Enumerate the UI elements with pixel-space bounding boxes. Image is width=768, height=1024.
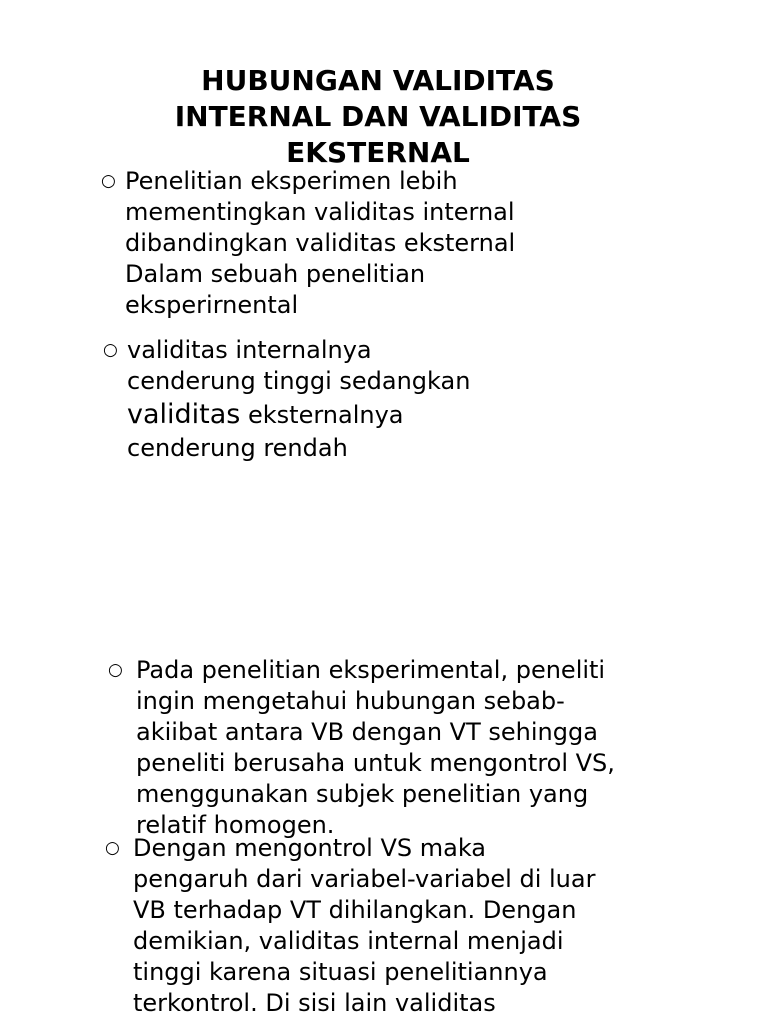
- bullet-4-line-4: demikian, validitas internal menjadi: [133, 927, 564, 955]
- bullet-3-line-4: peneliti berusaha untuk mengontrol VS,: [136, 749, 615, 777]
- title-line-2: INTERNAL DAN VALIDITAS: [174, 100, 582, 133]
- bullet-2-line-3: [127, 397, 470, 433]
- bullet-3-line-5: menggunakan subjek penelitian yang: [136, 780, 589, 808]
- bullet-3-line-2: ingin mengetahui hubungan sebab-: [136, 687, 565, 715]
- bullet-circle-icon: ○: [101, 171, 116, 191]
- bullet-4-line-2: pengaruh dari variabel-variabel di luar: [133, 865, 596, 893]
- bullet-circle-icon: ○: [108, 660, 123, 680]
- bullet-4-line-3: VB terhadap VT dihilangkan. Dengan: [133, 896, 577, 924]
- bullet-item-1: [101, 166, 516, 321]
- bullet-1-line-2: mementingkan validitas internal: [125, 198, 515, 226]
- bullet-3-line-3: akiibat antara VB dengan VT sehingga: [136, 718, 598, 746]
- page-title: [0, 63, 756, 171]
- bullet-1-line-1: Penelitian eksperimen lebih: [125, 167, 458, 195]
- bullet-2-line-4: cenderung rendah: [127, 434, 348, 462]
- bullet-circle-icon: ○: [105, 838, 120, 858]
- bullet-4-line-1: Dengan mengontrol VS maka: [133, 834, 487, 862]
- emphasis-word: validitas: [127, 399, 241, 430]
- bullet-2-line-2: cenderung tinggi sedangkan: [127, 367, 471, 395]
- bullet-4-line-5: tinggi karena situasi penelitiannya: [133, 958, 548, 986]
- bullet-item-2: [103, 335, 471, 464]
- bullet-2-line-1: validitas internalnya: [127, 336, 372, 364]
- bullet-3-line-6: relatif homogen.: [136, 811, 335, 839]
- bullet-3-line-1: Pada penelitian eksperimental, peneliti: [136, 656, 606, 684]
- bullet-circle-icon: ○: [103, 340, 118, 360]
- title-line-1: HUBUNGAN VALIDITAS: [201, 64, 555, 97]
- bullet-item-4: [105, 833, 596, 1019]
- bullet-1-line-5: eksperirnental: [125, 291, 299, 319]
- bullet-2-line-3-rest: eksternalnya: [240, 401, 404, 429]
- bullet-item-3: [108, 655, 615, 841]
- bullet-1-line-3: dibandingkan validitas eksternal: [125, 229, 516, 257]
- bullet-1-line-4: Dalam sebuah penelitian: [125, 260, 426, 288]
- bullet-4-line-6: terkontrol. Di sisi lain validitas: [133, 989, 496, 1017]
- title-line-3: EKSTERNAL: [286, 136, 470, 169]
